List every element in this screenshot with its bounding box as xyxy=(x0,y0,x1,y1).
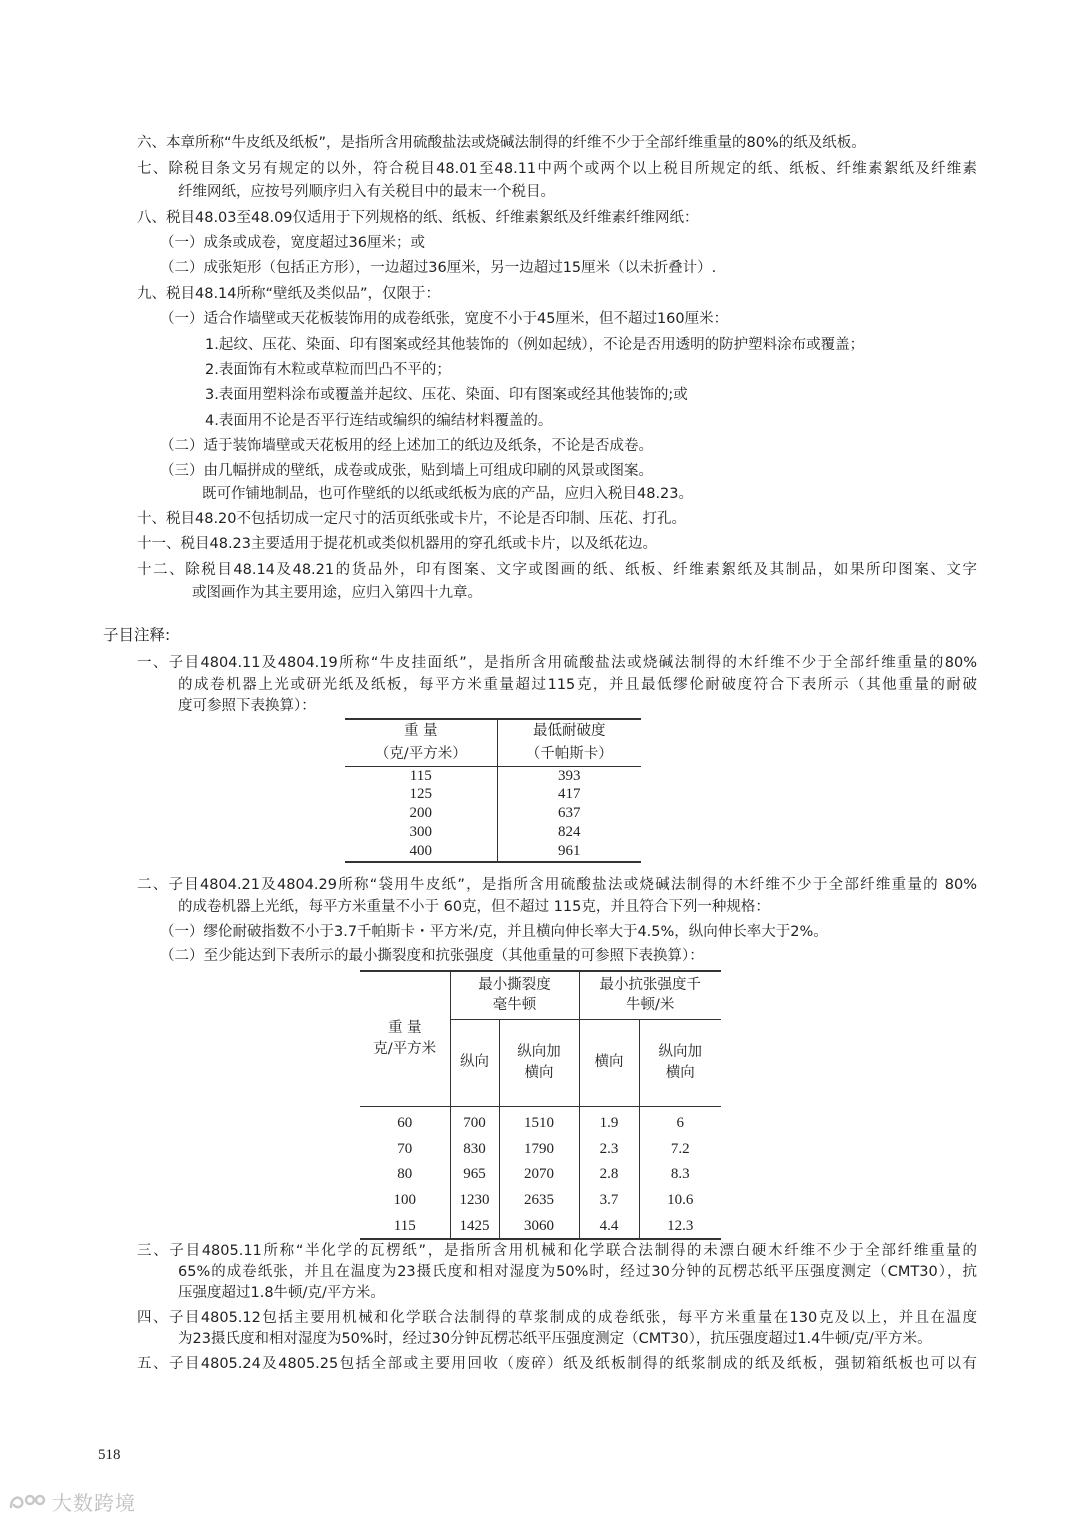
note-9-sub-3: 3.表面用塑料涂布或覆盖并起纹、压花、染面、印有图案或经其他装饰的;或 xyxy=(205,387,688,403)
note-8: 八、税目48.03至48.09仅适用于下列规格的纸、纸板、纤维素絮纸及纤维素纤维网纸： xyxy=(137,210,699,226)
note-7-cont: 纤维网纸，应按号列顺序归入有关税目中的最末一个税目。 xyxy=(178,184,555,200)
table-row xyxy=(360,1162,721,1188)
subnote-5: 五、子目4805.24及4805.25包括全部或主要用回收（废碎）纸及纸板制得的纸浆制成的纸及纸板，强韧箱纸板也可以有 xyxy=(137,1356,977,1372)
cell: 70 xyxy=(360,1136,450,1162)
cell: 7.2 xyxy=(639,1136,721,1162)
subnote-3: 三、子目4805.11所称“半化学的瓦楞纸”，是指所含用机械和化学联合法制得的未漂白硬木纤维不少于全部纤维重量的 xyxy=(137,1243,977,1259)
subnote-3-cont-a: 65%的成卷纸张，并且在温度为23摄氏度和相对湿度为50%时，经过30分钟的瓦楞芯纸平压强度测定（CMT30），抗 xyxy=(178,1264,977,1280)
note-9-item-2: （二）适于装饰墙壁或天花板用的经上述加工的纸边及纸条，不论是否成卷。 xyxy=(160,438,653,454)
table-row xyxy=(360,1136,721,1162)
cell: 100 xyxy=(360,1187,450,1213)
subheading-title: 子目注释: xyxy=(103,626,171,644)
tear-tensile-table xyxy=(360,970,721,1240)
cell: 961 xyxy=(497,842,641,862)
table-row xyxy=(345,804,641,823)
table2-header-weight: 重 量 克/平方米 xyxy=(360,971,450,1106)
cell: 965 xyxy=(450,1162,499,1188)
cell: 2070 xyxy=(499,1162,579,1188)
cell: 1790 xyxy=(499,1136,579,1162)
note-6: 六、本章所称“牛皮纸及纸板”，是指所含用硫酸盐法或烧碱法制得的纤维不少于全部纤维重量的80%的纸及纸板。 xyxy=(137,135,866,151)
cell: 1.9 xyxy=(579,1106,639,1136)
note-12-cont: 或图画作为其主要用途，应归入第四十九章。 xyxy=(192,585,482,601)
cell: 393 xyxy=(497,766,641,785)
cell: 637 xyxy=(497,804,641,823)
subnote-3-cont-b: 压强度超过1.8牛顿/克/平方米。 xyxy=(178,1285,385,1301)
watermark xyxy=(8,1491,136,1518)
burst-strength-table xyxy=(345,718,641,863)
cell: 2.8 xyxy=(579,1162,639,1188)
subnote-2: 二、子目4804.21及4804.29所称“袋用牛皮纸”，是指所含用硫酸盐法或烧碱法制得的木纤维不少于全部纤维重量的 80% xyxy=(137,877,977,893)
table2-subheader-tear-md: 纵向 xyxy=(450,1019,499,1106)
table2-header-tensile: 最小抗张强度千 牛顿/米 xyxy=(579,971,721,1019)
table-row xyxy=(360,1106,721,1136)
brand-logo-icon xyxy=(8,1491,48,1518)
cell: 8.3 xyxy=(639,1162,721,1188)
cell: 200 xyxy=(345,804,497,823)
table2-header-tear: 最小撕裂度 毫牛顿 xyxy=(450,971,579,1019)
cell: 115 xyxy=(360,1213,450,1240)
subnote-2-item-1: （一）缪伦耐破指数不小于3.7千帕斯卡・平方米/克，并且横向伸长率大于4.5%，纵向伸长率大于2%。 xyxy=(160,924,828,940)
note-9-item-1: （一）适合作墙壁或天花板装饰用的成卷纸张，宽度不小于45厘米，但不超过160厘米： xyxy=(160,311,729,327)
cell: 400 xyxy=(345,842,497,862)
cell: 115 xyxy=(345,766,497,785)
note-9-sub-4: 4.表面用不论是否平行连结或编织的编结材料覆盖的。 xyxy=(205,413,553,429)
table-row xyxy=(345,766,641,785)
cell: 830 xyxy=(450,1136,499,1162)
subnote-1-cont-b: 度可参照下表换算）： xyxy=(178,698,316,714)
cell: 80 xyxy=(360,1162,450,1188)
table1-header-burst-unit: （千帕斯卡） xyxy=(497,743,641,766)
note-8-item-2: （二）成张矩形（包括正方形），一边超过36厘米，另一边超过15厘米（以未折叠计）. xyxy=(160,260,717,276)
subnote-2-item-2: （二）至少能达到下表所示的最小撕裂度和抗张强度（其他重量的可参照下表换算）： xyxy=(160,948,704,964)
table-row xyxy=(345,823,641,842)
cell: 300 xyxy=(345,823,497,842)
table1-header-weight-unit: （克/平方米） xyxy=(345,743,497,766)
cell: 12.3 xyxy=(639,1213,721,1240)
cell: 2.3 xyxy=(579,1136,639,1162)
table-row xyxy=(360,1213,721,1240)
watermark-text: 大数跨境 xyxy=(52,1491,136,1515)
cell: 1425 xyxy=(450,1213,499,1240)
note-9-item-3: （三）由几幅拼成的壁纸，成卷或成张，贴到墙上可组成印刷的风景或图案。 xyxy=(160,463,653,479)
cell: 824 xyxy=(497,823,641,842)
note-12: 十二、除税目48.14及48.21的货品外，印有图案、文字或图画的纸、纸板、纤维素絮纸及其制品，如果所印图案、文字 xyxy=(137,562,977,578)
cell: 10.6 xyxy=(639,1187,721,1213)
table-row xyxy=(345,842,641,862)
cell: 700 xyxy=(450,1106,499,1136)
cell: 3.7 xyxy=(579,1187,639,1213)
note-8-item-1: （一）成条或成卷，宽度超过36厘米；或 xyxy=(160,235,425,251)
cell: 3060 xyxy=(499,1213,579,1240)
cell: 2635 xyxy=(499,1187,579,1213)
cell: 60 xyxy=(360,1106,450,1136)
cell: 6 xyxy=(639,1106,721,1136)
table2-subheader-tensile-cd: 横向 xyxy=(579,1019,639,1106)
note-9-sub-2: 2.表面饰有木粒或草粒而凹凸不平的； xyxy=(205,362,451,378)
note-9: 九、税目48.14所称“壁纸及类似品”，仅限于： xyxy=(137,286,441,302)
cell: 1510 xyxy=(499,1106,579,1136)
subnote-1: 一、子目4804.11及4804.19所称“牛皮挂面纸”，是指所含用硫酸盐法或烧碱法制得的木纤维不少于全部纤维重量的80% xyxy=(137,655,977,671)
subnote-4: 四、子目4805.12包括主要用机械和化学联合法制得的草浆制成的成卷纸张，每平方米重量在130克及以上，并且在温度 xyxy=(137,1310,977,1326)
subnote-1-cont-a: 的成卷机器上光或研光纸及纸板，每平方米重量超过115克，并且最低缪伦耐破度符合下表所示（其他重量的耐破 xyxy=(178,677,977,693)
table1-header-weight: 重 量 xyxy=(345,719,497,743)
table1-header-burst: 最低耐破度 xyxy=(497,719,641,743)
cell: 125 xyxy=(345,785,497,804)
note-11: 十一、税目48.23主要适用于提花机或类似机器用的穿孔纸或卡片，以及纸花边。 xyxy=(137,536,658,552)
subnote-4-cont: 为23摄氏度和相对湿度为50%时，经过30分钟瓦楞芯纸平压强度测定（CMT30），抗压强度超过1.4牛顿/克/平方米。 xyxy=(178,1331,932,1347)
note-9-item-3-cont: 既可作铺地制品，也可作壁纸的以纸或纸板为底的产品，应归入税目48.23。 xyxy=(202,486,694,502)
cell: 4.4 xyxy=(579,1213,639,1240)
note-7: 七、除税目条文另有规定的以外，符合税目48.01至48.11中两个或两个以上税目所规定的纸、纸板、纤维素絮纸及纤维素 xyxy=(137,161,977,177)
table2-subheader-tensile-sum: 纵向加 横向 xyxy=(639,1019,721,1106)
table-row xyxy=(360,1187,721,1213)
page-number: 518 xyxy=(98,1447,121,1463)
cell: 417 xyxy=(497,785,641,804)
table2-subheader-tear-sum: 纵向加 横向 xyxy=(499,1019,579,1106)
cell: 1230 xyxy=(450,1187,499,1213)
note-10: 十、税目48.20不包括切成一定尺寸的活页纸张或卡片，不论是否印制、压花、打孔。 xyxy=(137,511,687,527)
note-9-sub-1: 1.起纹、压花、染面、印有图案或经其他装饰的（例如起绒），不论是否用透明的防护塑料涂布或覆盖； xyxy=(205,337,865,353)
table-row xyxy=(345,785,641,804)
subnote-2-cont: 的成卷机器上光纸，每平方米重量不小于 60克，但不超过 115克，并且符合下列一种规格： xyxy=(178,899,770,915)
